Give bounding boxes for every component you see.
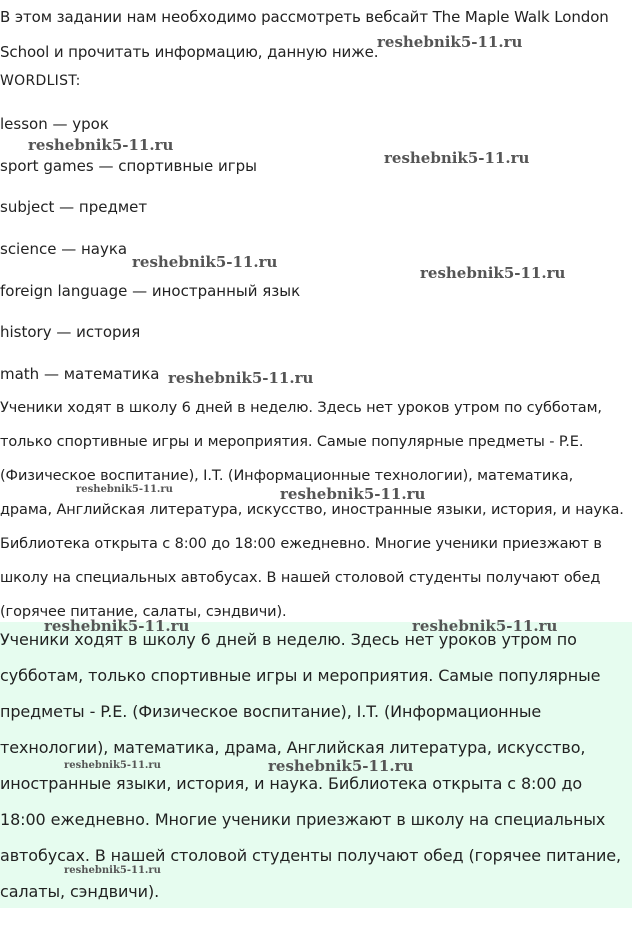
watermark: reshebnik5-11.ru xyxy=(420,264,566,282)
watermark: reshebnik5-11.ru xyxy=(168,369,314,387)
watermark: reshebnik5-11.ru xyxy=(76,484,173,495)
watermark: reshebnik5-11.ru xyxy=(64,865,161,876)
wordlist-heading: WORDLIST: xyxy=(0,73,81,89)
watermark: reshebnik5-11.ru xyxy=(132,253,278,271)
watermark: reshebnik5-11.ru xyxy=(384,149,530,167)
watermark: reshebnik5-11.ru xyxy=(412,617,558,635)
watermark: reshebnik5-11.ru xyxy=(28,136,174,154)
translation-paragraph: Ученики ходят в школу 6 дней в неделю. Здесь нет уроков утром по субботам, только спортивные игры и мероприятия. Самые популярные предметы - P.E. (Физическое воспитание), I.T. (Информационные технологии), математика, драма, Английская литература, искусство, иностранные языки, история, и наука. Библиотека открыта с 8:00 до 18:00 ежедневно. Многие ученики приезжают в школу на специальных автобусах. В нашей столовой студенты получают обед (горячее питание, салаты, сэндвичи). xyxy=(0,400,624,620)
watermark: reshebnik5-11.ru xyxy=(377,33,523,51)
intro-paragraph: В этом задании нам необходимо рассмотреть вебсайт The Maple Walk London School и прочитать информацию, данную ниже. xyxy=(0,8,609,61)
wordlist-item: sport games — спортивные игры xyxy=(0,156,257,175)
wordlist-item: foreign language — иностранный язык xyxy=(0,281,301,300)
wordlist-item: math — математика xyxy=(0,365,160,384)
highlight-paragraph: Ученики ходят в школу 6 дней в неделю. Здесь нет уроков утром по субботам, только спортивные игры и мероприятия. Самые популярные предметы - P.E. (Физическое воспитание), I.T. (Информационные технологии), математика, драма, Английская литература, искусство, иностранные языки, история, и наука. Библиотека открыта с 8:00 до 18:00 ежедневно. Многие ученики приезжают в школу на специальных автобусах. В нашей столовой студенты получают обед (горячее питание, салаты, сэндвичи). xyxy=(0,630,621,901)
wordlist-item: subject — предмет xyxy=(0,198,148,217)
watermark: reshebnik5-11.ru xyxy=(268,757,414,775)
watermark: reshebnik5-11.ru xyxy=(280,485,426,503)
watermark: reshebnik5-11.ru xyxy=(64,760,161,771)
wordlist-item: history — история xyxy=(0,323,141,342)
wordlist-item: science — наука xyxy=(0,240,128,259)
wordlist-item: lesson — урок xyxy=(0,115,109,133)
wordlist xyxy=(0,104,300,396)
watermark: reshebnik5-11.ru xyxy=(44,617,190,635)
